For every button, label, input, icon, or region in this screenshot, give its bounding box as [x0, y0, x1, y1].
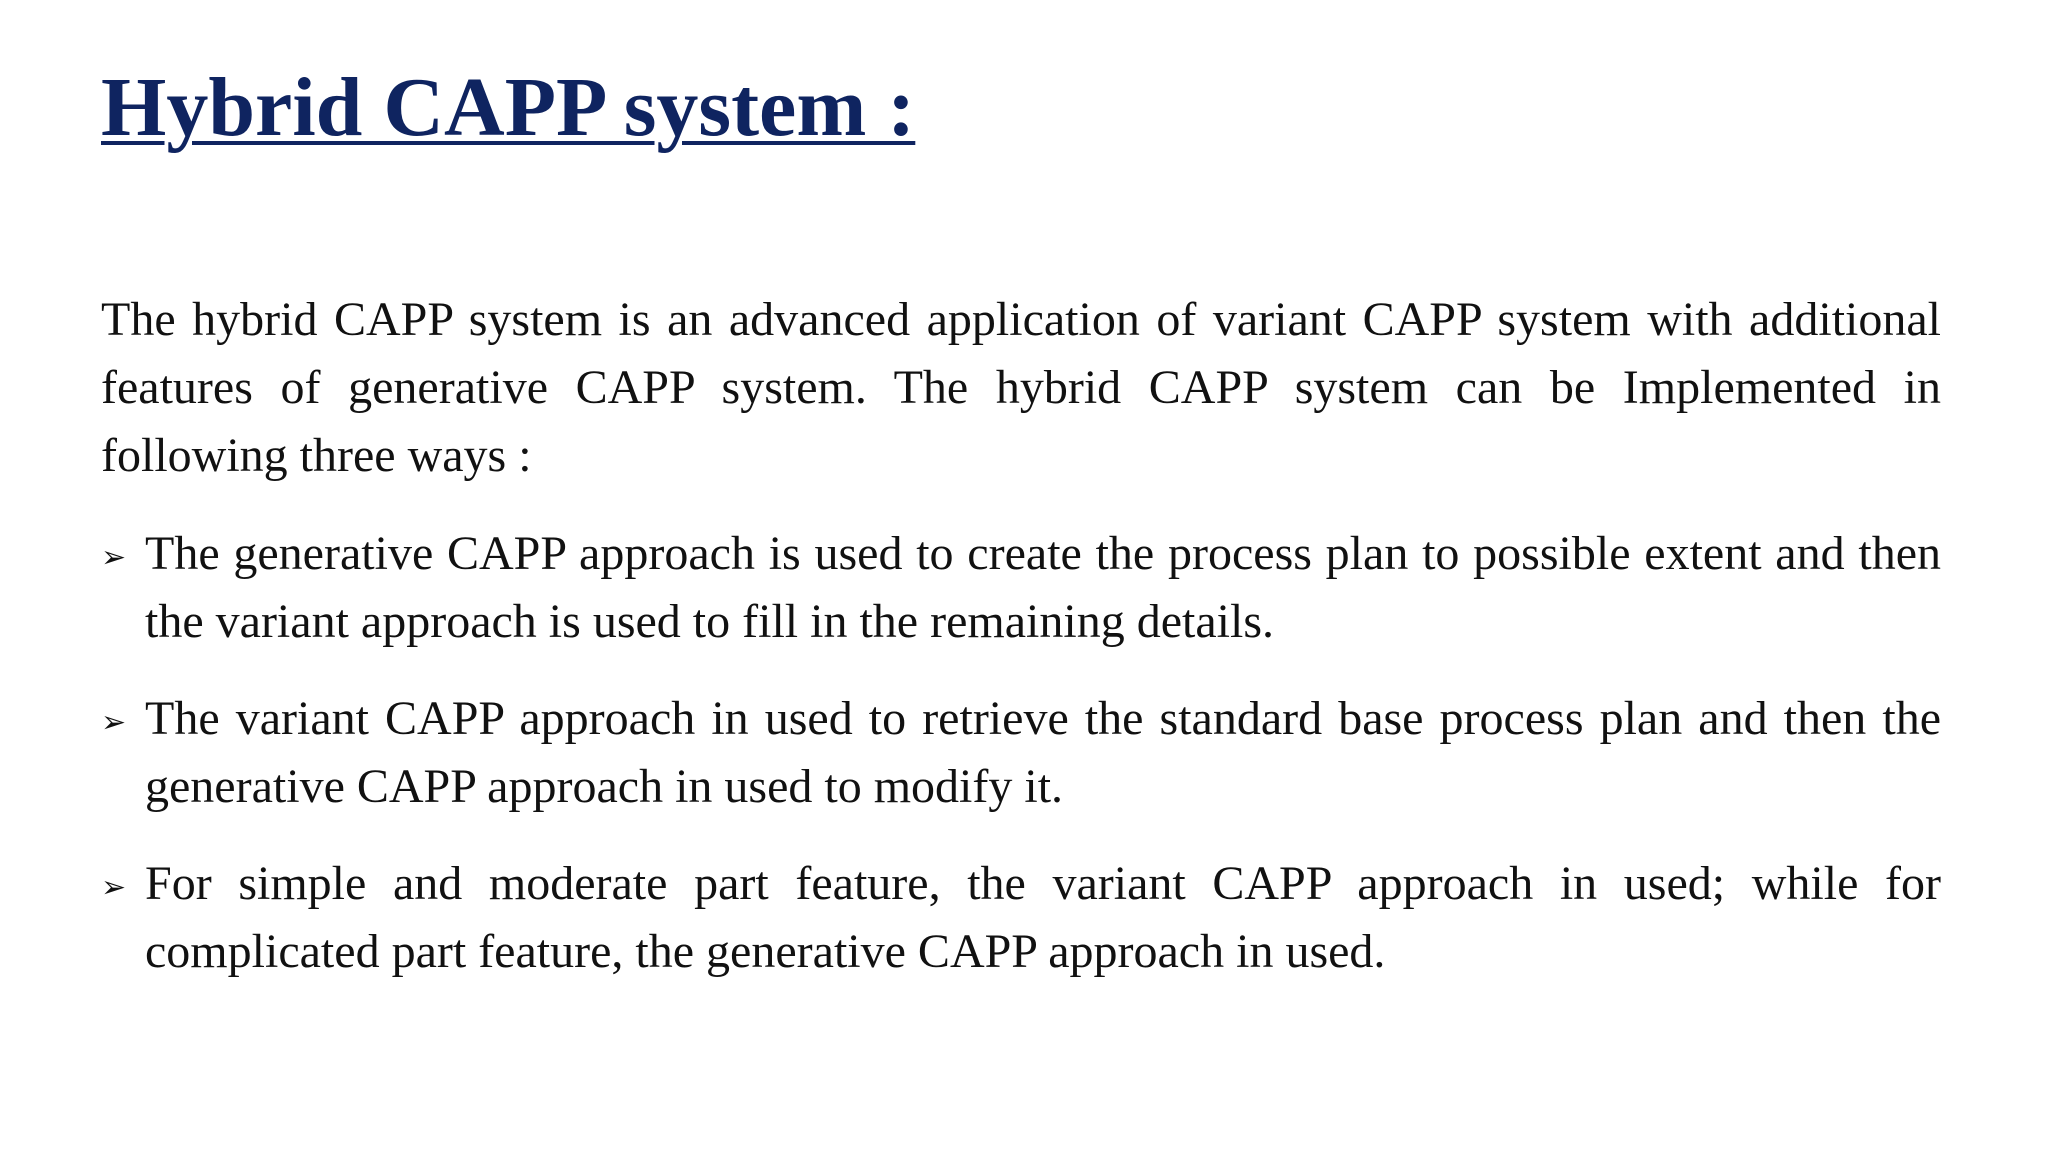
arrowhead-bullet-icon: ➢	[101, 706, 127, 739]
list-item	[101, 685, 1941, 821]
list-item	[101, 520, 1941, 656]
bullet-text: For simple and moderate part feature, the variant CAPP approach in used; while for complicated part feature, the generative CAPP approach in used.	[145, 857, 1941, 978]
intro-paragraph: The hybrid CAPP system is an advanced application of variant CAPP system with additional features of generative CAPP system. The hybrid CAPP system can be Implemented in following three ways :	[101, 293, 1941, 482]
list-item	[101, 850, 1941, 986]
bullet-list	[101, 520, 1941, 986]
arrowhead-bullet-icon: ➢	[101, 541, 127, 574]
bullet-text: The variant CAPP approach in used to retrieve the standard base process plan and then the generative CAPP approach in used to modify it.	[145, 692, 1941, 813]
bullet-text: The generative CAPP approach is used to create the process plan to possible extent and then the variant approach is used to fill in the remaining details.	[145, 527, 1941, 648]
slide-content	[101, 286, 1941, 1015]
arrowhead-bullet-icon: ➢	[101, 871, 127, 904]
slide-title: Hybrid CAPP system :	[101, 61, 916, 154]
